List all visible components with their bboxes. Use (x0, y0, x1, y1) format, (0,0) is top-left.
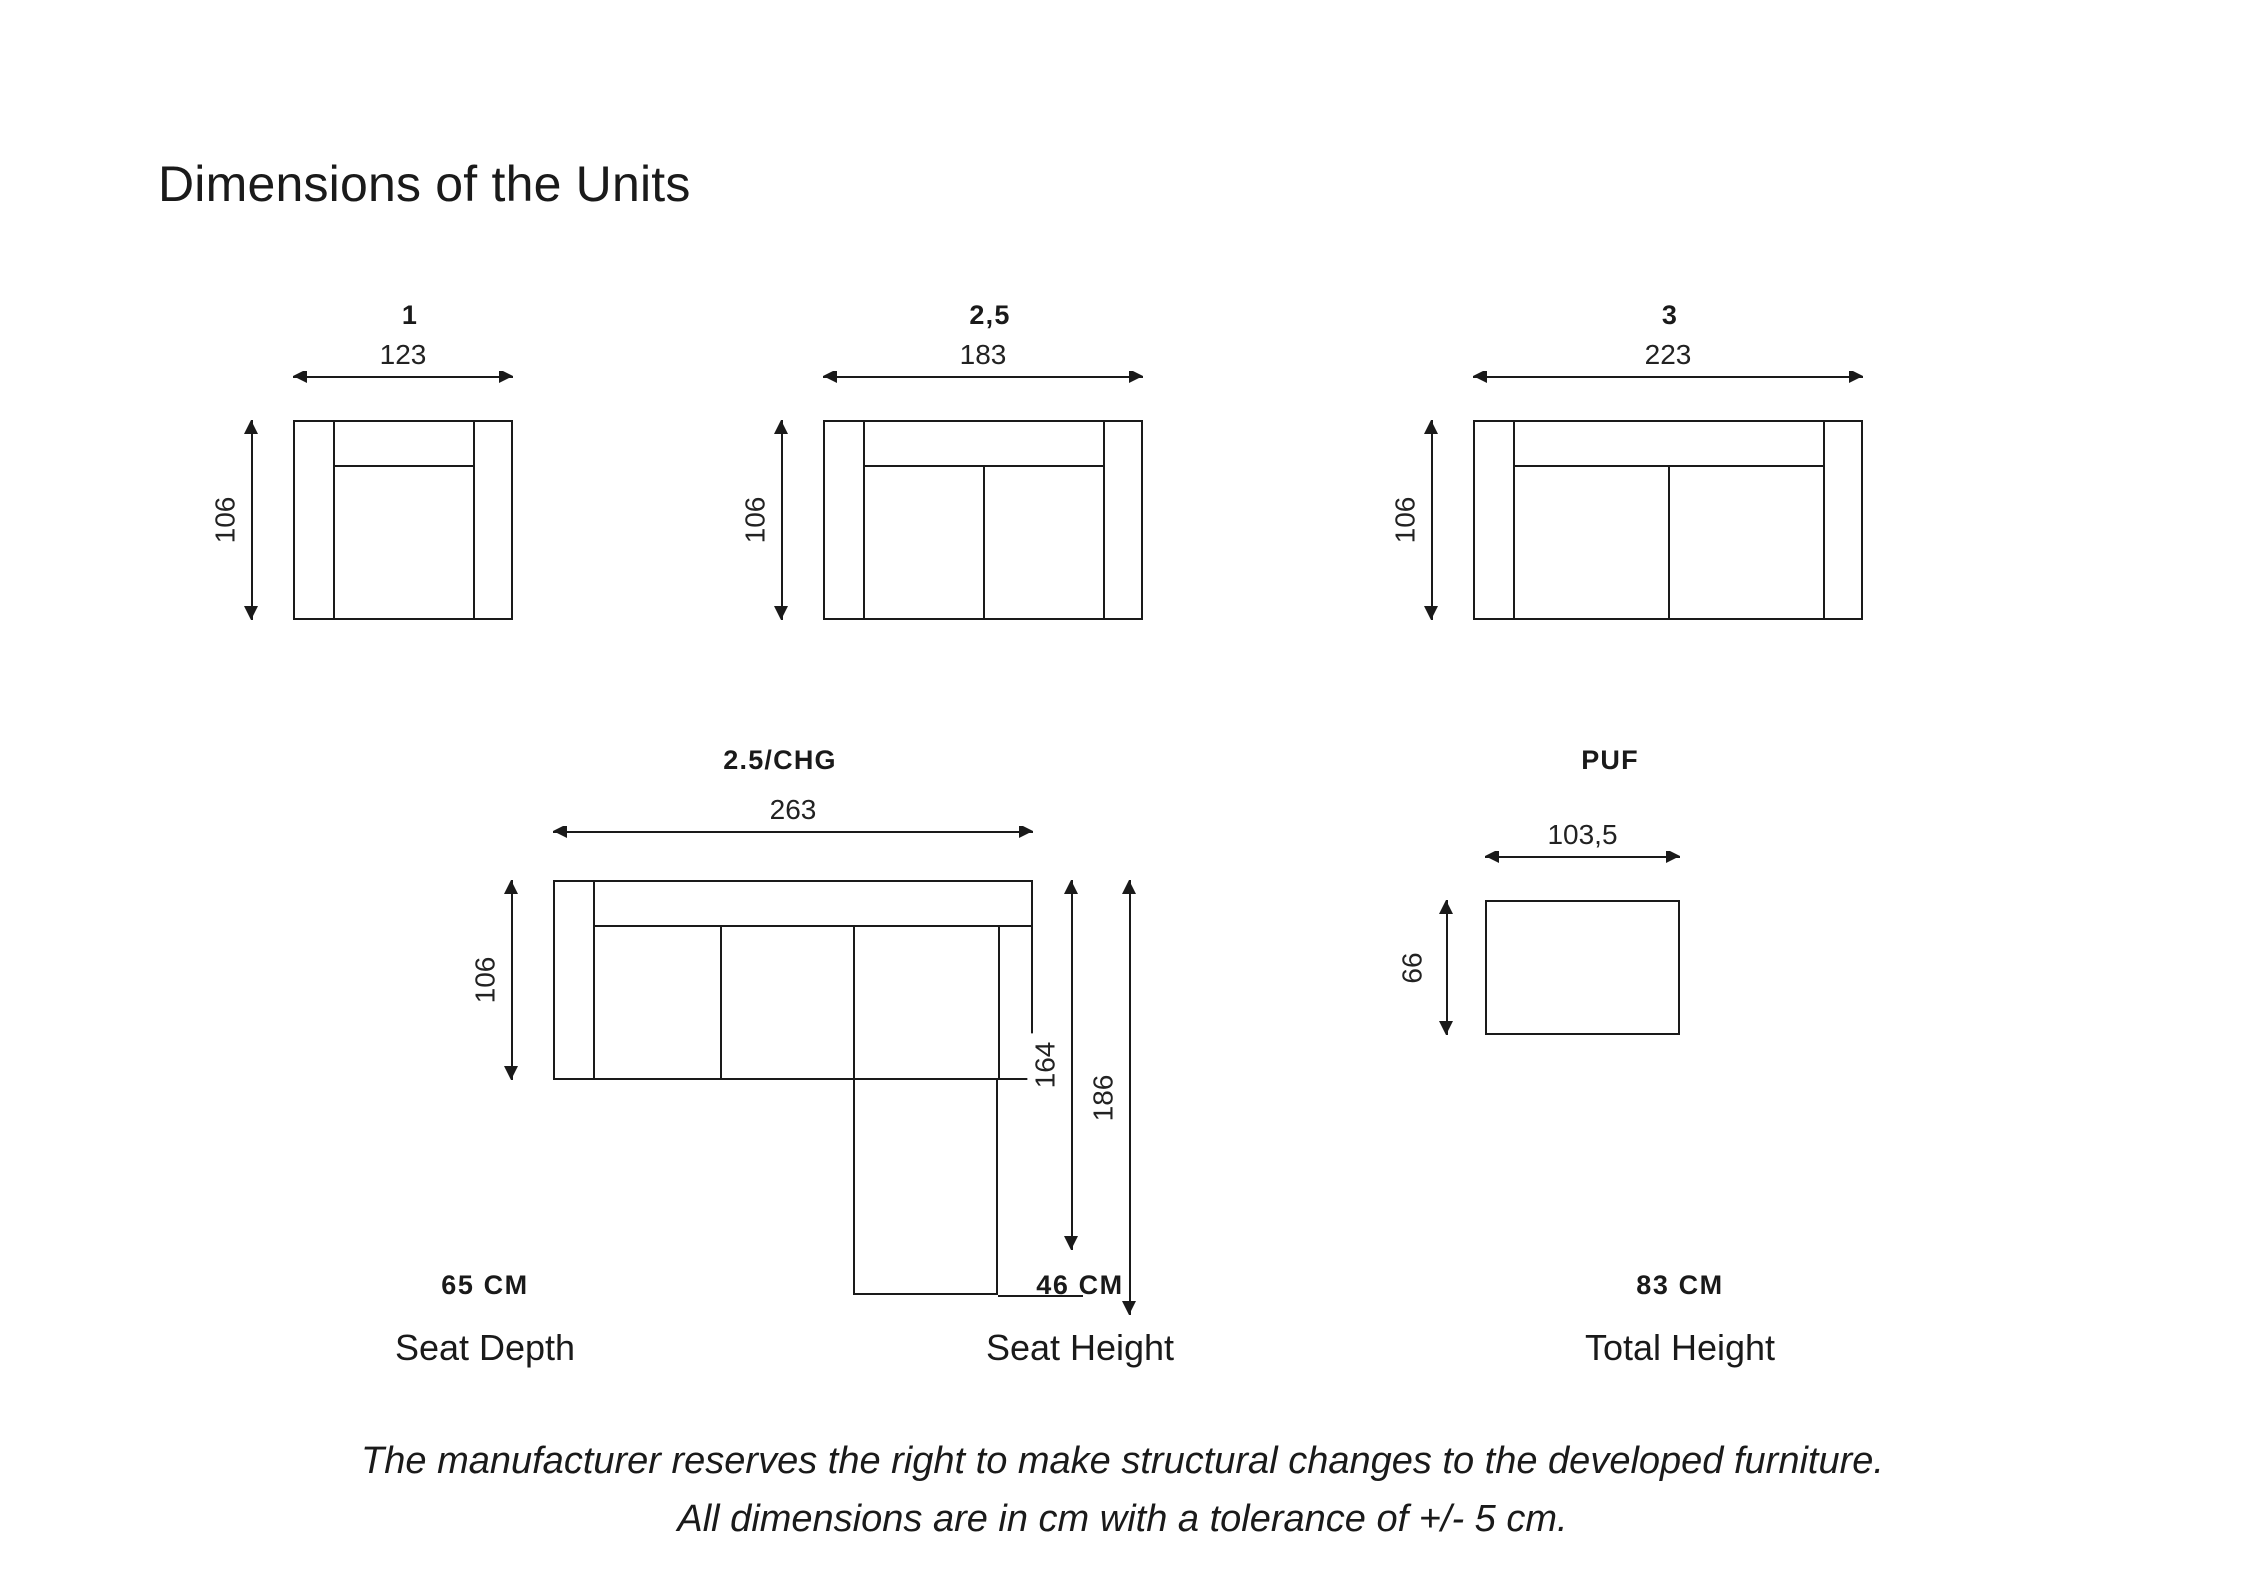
arrow-down-icon (1424, 606, 1438, 620)
unit-puf-height-value: 66 (1395, 944, 1431, 991)
unit-3-height-dimension (1389, 420, 1442, 620)
spec-seat-depth-label: Seat Depth (394, 1327, 576, 1368)
unit-1-label: 1 (401, 300, 419, 330)
arrow-up-icon (774, 420, 788, 434)
unit-1-height-dimension (209, 420, 262, 620)
unit-puf-width-value: 103,5 (1485, 819, 1680, 851)
arrow-up-icon (1122, 880, 1136, 894)
dimension-line (1129, 880, 1131, 1315)
unit-25-height-dimension (739, 420, 792, 620)
unit-25-arm-left (863, 420, 865, 620)
disclaimer (0, 1432, 2245, 1548)
disclaimer-line-2: All dimensions are in cm with a tolerance of +/- 5 cm. (677, 1498, 1568, 1540)
unit-1-outline (293, 420, 513, 620)
dimension-line (781, 420, 783, 620)
unit-25chg-label: 2.5/CHG (723, 745, 837, 775)
unit-25chg-chaise-depth-dimension (1029, 880, 1082, 1250)
dimension-line (1485, 856, 1680, 858)
unit-25-diagram (739, 300, 1280, 640)
unit-25-height-value: 106 (737, 489, 773, 552)
unit-25chg-total-depth-dimension (1087, 880, 1140, 1315)
spec-seat-depth (310, 1270, 660, 1369)
unit-3-arm-left (1513, 420, 1515, 620)
unit-1-diagram (209, 300, 650, 640)
unit-25chg-chaise-edge (853, 925, 855, 1080)
unit-25chg-total-depth-value: 186 (1085, 1066, 1121, 1129)
unit-1-height-value: 106 (207, 489, 243, 552)
unit-3-height-value: 106 (1387, 489, 1423, 552)
unit-puf-diagram (1396, 745, 1750, 1045)
unit-1-width-dimension (293, 339, 513, 387)
unit-25chg-outline (553, 880, 1033, 1080)
unit-3-arm-right (1823, 420, 1825, 620)
spec-total-height-value: 83 CM (1636, 1270, 1724, 1300)
unit-25chg-diagram (469, 745, 1200, 1265)
arrow-left-icon (1473, 369, 1487, 383)
arrow-down-icon (774, 606, 788, 620)
unit-3-width-value: 223 (1473, 339, 1863, 371)
unit-25-backrest (863, 465, 1103, 467)
disclaimer-line-1: The manufacturer reserves the right to make structural changes to the developed furniture. (361, 1440, 1884, 1482)
arrow-down-icon (504, 1066, 518, 1080)
dimension-line (1431, 420, 1433, 620)
arrow-left-icon (1485, 849, 1499, 863)
spec-seat-depth-value: 65 CM (441, 1270, 529, 1300)
arrow-right-icon (499, 369, 513, 383)
unit-25chg-chaise-depth-value: 164 (1027, 1034, 1063, 1097)
spec-total-height-label: Total Height (1584, 1327, 1776, 1368)
spec-seat-height (905, 1270, 1255, 1369)
unit-25chg-width-value: 263 (553, 794, 1033, 826)
spec-seat-height-value: 46 CM (1036, 1270, 1124, 1300)
unit-puf-height-dimension (1396, 900, 1457, 1035)
unit-25chg-chaise-outline (853, 1080, 998, 1295)
unit-25chg-backrest (593, 925, 1033, 927)
dimension-line (1473, 376, 1863, 378)
dimension-line (293, 376, 513, 378)
page-title: Dimensions of the Units (158, 156, 691, 212)
unit-25chg-width-dimension (553, 794, 1033, 842)
unit-25chg-arm-left (593, 880, 595, 1080)
dimension-line (1446, 900, 1448, 1035)
unit-25-label: 2,5 (969, 300, 1011, 330)
unit-25-seat-divider (983, 465, 985, 620)
dimension-line (1071, 880, 1073, 1250)
unit-25chg-height-dimension (469, 880, 522, 1080)
arrow-right-icon (1019, 824, 1033, 838)
arrow-left-icon (553, 824, 567, 838)
arrow-left-icon (293, 369, 307, 383)
dimension-line (511, 880, 513, 1080)
unit-puf-width-dimension (1485, 819, 1680, 867)
unit-25-width-value: 183 (823, 339, 1143, 371)
unit-3-backrest (1513, 465, 1823, 467)
unit-3-width-dimension (1473, 339, 1863, 387)
arrow-up-icon (1064, 880, 1078, 894)
unit-3-diagram (1389, 300, 1970, 640)
dimension-line (823, 376, 1143, 378)
arrow-left-icon (823, 369, 837, 383)
unit-25-arm-right (1103, 420, 1105, 620)
arrow-down-icon (244, 606, 258, 620)
unit-1-arm-right (473, 420, 475, 620)
arrow-down-icon (1064, 1236, 1078, 1250)
arrow-up-icon (504, 880, 518, 894)
unit-puf-label: PUF (1581, 745, 1639, 775)
arrow-up-icon (1439, 900, 1453, 914)
unit-25chg-height-value: 106 (467, 949, 503, 1012)
arrow-right-icon (1849, 369, 1863, 383)
dimension-line (251, 420, 253, 620)
arrow-up-icon (1424, 420, 1438, 434)
arrow-right-icon (1666, 849, 1680, 863)
unit-3-label: 3 (1661, 300, 1679, 330)
arrow-down-icon (1439, 1021, 1453, 1035)
unit-25chg-seat-divider (720, 925, 722, 1080)
unit-1-backrest (333, 465, 473, 467)
spec-seat-height-label: Seat Height (985, 1327, 1175, 1368)
unit-1-arm-left (333, 420, 335, 620)
unit-1-width-value: 123 (293, 339, 513, 371)
arrow-right-icon (1129, 369, 1143, 383)
unit-puf-outline (1485, 900, 1680, 1035)
dimension-line (553, 831, 1033, 833)
unit-3-seat-divider (1668, 465, 1670, 620)
unit-25chg-chaise-inner-line (998, 925, 1000, 1080)
arrow-up-icon (244, 420, 258, 434)
unit-25-width-dimension (823, 339, 1143, 387)
spec-total-height (1505, 1270, 1855, 1369)
